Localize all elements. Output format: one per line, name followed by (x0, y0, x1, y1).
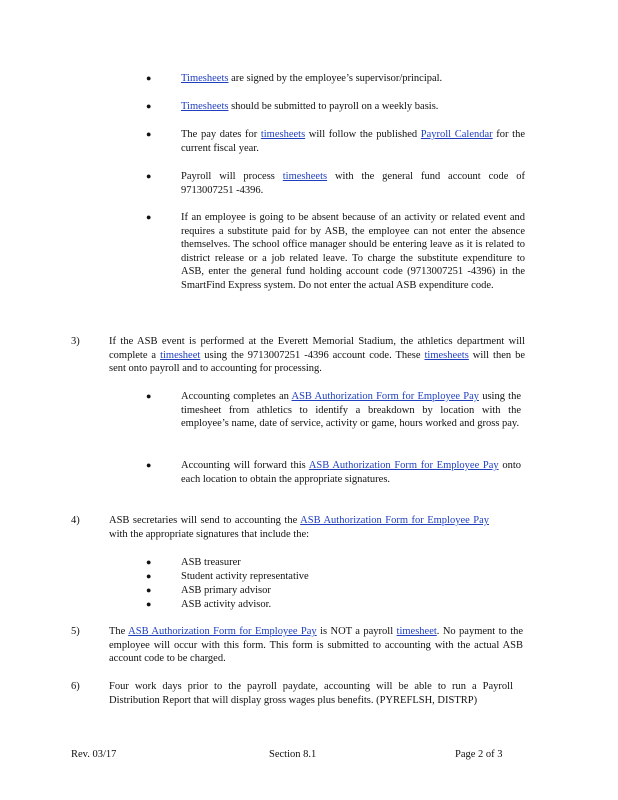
paragraph-text: The pay dates for (181, 129, 261, 140)
item-number: 3) (71, 336, 80, 347)
paragraph-text: should be submitted to payroll on a weekly basis. (228, 101, 439, 112)
numbered-item-text (109, 680, 513, 707)
document-link[interactable]: ASB Authorization Form for Employee Pay (128, 626, 317, 637)
paragraph-text: are signed by the employee’s supervisor/principal. (228, 73, 443, 84)
paragraph-text: using the timesheet from athletics to identify a breakdown by location with the employee’s name, date of service, activity or game, hours worked and gross pay. (181, 391, 521, 429)
document-link[interactable]: timesheets (424, 349, 469, 361)
footer-revision: Rev. 03/17 (71, 749, 117, 760)
paragraph-text: Accounting will forward this (181, 460, 309, 471)
paragraph-text: Accounting completes an (181, 391, 292, 402)
document-link[interactable]: Timesheets (181, 101, 229, 112)
document-link[interactable]: Timesheets (181, 73, 229, 84)
document-link[interactable]: Payroll Calendar (420, 129, 493, 140)
bullet-item-text (181, 170, 525, 197)
paragraph-text: ASB secretaries will send to accounting the (109, 515, 301, 526)
item-number: 4) (71, 515, 80, 526)
bullet-item-text (181, 390, 521, 431)
signature-list-item: ASB activity advisor. (181, 599, 272, 610)
item-number: 6) (71, 681, 80, 692)
bullet-item-text (181, 128, 525, 155)
paragraph-text: Payroll will process (181, 171, 283, 182)
bullet-icon: ● (146, 129, 152, 139)
paragraph-text: onto each location to obtain the appropriate signatures. (181, 460, 521, 485)
paragraph-text: The (109, 626, 129, 637)
document-link[interactable]: timesheet (396, 626, 437, 637)
bullet-icon: ● (146, 571, 152, 581)
paragraph-text: will then be sent onto payroll and to accounting for processing. (109, 349, 525, 374)
footer-page-number: Page 2 of 3 (455, 749, 503, 760)
signature-list-item: ASB primary advisor (181, 585, 271, 596)
bullet-icon: ● (146, 171, 152, 181)
bullet-icon: ● (146, 391, 152, 401)
document-link[interactable]: timesheets (260, 129, 306, 140)
bullet-item-text (181, 72, 525, 86)
numbered-item-text (109, 514, 489, 541)
signature-list-item: ASB treasurer (181, 557, 241, 568)
paragraph-text: with the general fund account code of 9713007251 -4396. (181, 171, 526, 196)
bullet-icon: ● (146, 557, 152, 567)
document-link[interactable]: timesheets (282, 171, 328, 182)
paragraph-text: for the current fiscal year. (181, 129, 525, 154)
signature-list-item: Student activity representative (181, 571, 309, 582)
bullet-icon: ● (146, 212, 152, 222)
paragraph-text: . No payment to the employee will occur with this form. This form is submitted to accounting with the actual ASB account code to be charged. (109, 626, 524, 664)
item-number: 5) (71, 626, 80, 637)
paragraph-text: will follow the published (305, 129, 421, 140)
document-link[interactable]: ASB Authorization Form for Employee Pay (308, 460, 499, 471)
paragraph-text: If an employee is going to be absent because of an activity or related event and requires a substitute paid for by ASB, the employee can not enter the absence themselves. The school office manager should be entering leave as it is related to district release or a job related leave. To charge the substitute expenditure to ASB, enter the general fund holding account code (9713007251 -4396) in the SmartFind Express system. Do not enter the actual ASB expenditure code. (181, 212, 525, 291)
bullet-item-text (181, 459, 521, 486)
paragraph-text: with the appropriate signatures that include the: (109, 528, 310, 540)
numbered-item-text (109, 625, 523, 666)
paragraph-text: Four work days prior to the payroll paydate, accounting will be able to run a Payroll Distribution Report that will display gross wages plus benefits. (PYREFLSH, DISTRP) (109, 681, 513, 706)
document-link[interactable]: timesheet (160, 349, 201, 361)
bullet-icon: ● (146, 73, 152, 83)
paragraph-text: If the ASB event is performed at the Everett Memorial Stadium, the athletics department will complete a (109, 336, 525, 361)
paragraph-text: using the 9713007251 -4396 account code. These (200, 349, 425, 361)
bullet-item-text (181, 211, 525, 292)
document-link[interactable]: ASB Authorization Form for Employee Pay (300, 515, 490, 526)
document-link[interactable]: ASB Authorization Form for Employee Pay (291, 391, 479, 402)
bullet-icon: ● (146, 460, 152, 470)
numbered-item-text (109, 335, 525, 376)
bullet-item-text (181, 100, 525, 114)
paragraph-text: is NOT a payroll (316, 626, 397, 637)
bullet-icon: ● (146, 599, 152, 609)
footer-section: Section 8.1 (269, 749, 317, 760)
bullet-icon: ● (146, 101, 152, 111)
bullet-icon: ● (146, 585, 152, 595)
